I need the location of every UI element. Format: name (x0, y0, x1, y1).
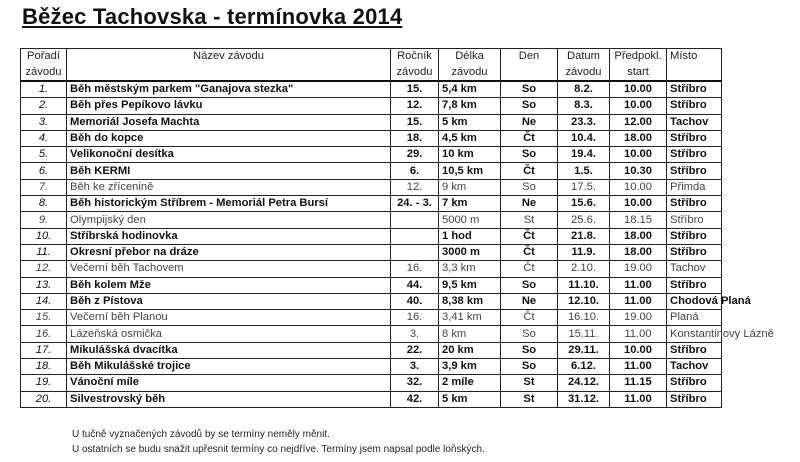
header-datum-2: závodu (558, 65, 610, 82)
note-others-tentative: U ostatních se budu snažit upřesnit termíny co nejdříve. Termíny jsem napsal podle loňských. (72, 444, 485, 455)
cell-den: St (501, 391, 558, 407)
cell-poradi: 7. (21, 179, 67, 195)
cell-nazev: Běh z Pístova (67, 293, 391, 309)
cell-nazev: Stříbrská hodinovka (67, 228, 391, 244)
cell-misto: Tachov (667, 261, 722, 277)
cell-start: 10.30 (610, 163, 667, 179)
cell-rocnik: 16. (391, 310, 439, 326)
cell-misto: Stříbro (667, 98, 722, 114)
cell-start: 11.00 (610, 326, 667, 342)
cell-start: 10.00 (610, 98, 667, 114)
cell-misto: Stříbro (667, 244, 722, 260)
cell-misto: Stříbro (667, 277, 722, 293)
cell-datum: 15.11. (558, 326, 610, 342)
header-rocnik: Ročník (391, 49, 439, 65)
cell-rocnik: 18. (391, 130, 439, 146)
cell-den: So (501, 359, 558, 375)
cell-den: So (501, 98, 558, 114)
cell-poradi: 16. (21, 326, 67, 342)
cell-delka: 3,3 km (439, 261, 501, 277)
cell-nazev: Běh ke zřícenině (67, 179, 391, 195)
page-title: Běžec Tachovska - termínovka 2014 (22, 4, 403, 29)
cell-start: 10.00 (610, 147, 667, 163)
cell-den: Čt (501, 244, 558, 260)
cell-start: 11.00 (610, 277, 667, 293)
cell-den: Ne (501, 293, 558, 309)
cell-misto: Stříbro (667, 228, 722, 244)
table-row (21, 277, 722, 293)
cell-datum: 17.5. (558, 179, 610, 195)
cell-den: So (501, 326, 558, 342)
header-nazev: Název závodu (67, 49, 391, 65)
header-poradi: Pořadí (21, 49, 67, 65)
cell-start: 10.00 (610, 81, 667, 98)
cell-misto: Konstantinovy Lázně (667, 326, 722, 342)
cell-poradi: 8. (21, 196, 67, 212)
cell-datum: 25.6. (558, 212, 610, 228)
header-start-2: start (610, 65, 667, 82)
cell-datum: 29.11. (558, 342, 610, 358)
table-row (21, 244, 722, 260)
note-bold-fixed: U tučně vyznačených závodů by se termíny neměly měnit. (72, 429, 330, 440)
cell-delka: 5 km (439, 114, 501, 130)
cell-nazev: Běh KERMI (67, 163, 391, 179)
cell-delka: 5000 m (439, 212, 501, 228)
cell-datum: 31.12. (558, 391, 610, 407)
cell-poradi: 3. (21, 114, 67, 130)
cell-poradi: 20. (21, 391, 67, 407)
cell-poradi: 4. (21, 130, 67, 146)
cell-delka: 7,8 km (439, 98, 501, 114)
table-row (21, 179, 722, 195)
table-row (21, 196, 722, 212)
cell-rocnik: 32. (391, 375, 439, 391)
cell-datum: 1.5. (558, 163, 610, 179)
cell-den: Čt (501, 163, 558, 179)
cell-poradi: 2. (21, 98, 67, 114)
cell-datum: 15.6. (558, 196, 610, 212)
table-row (21, 342, 722, 358)
cell-den: St (501, 212, 558, 228)
table-row (21, 114, 722, 130)
cell-misto: Planá (667, 310, 722, 326)
cell-den: Ne (501, 196, 558, 212)
cell-rocnik: 16. (391, 261, 439, 277)
header-den: Den (501, 49, 558, 65)
cell-delka: 8 km (439, 326, 501, 342)
cell-misto: Chodová Planá (667, 293, 722, 309)
table-row (21, 147, 722, 163)
table-row (21, 212, 722, 228)
cell-poradi: 11. (21, 244, 67, 260)
cell-rocnik: 42. (391, 391, 439, 407)
table-row (21, 326, 722, 342)
header-den-2 (501, 65, 558, 82)
cell-datum: 11.10. (558, 277, 610, 293)
cell-datum: 21.8. (558, 228, 610, 244)
cell-datum: 8.2. (558, 81, 610, 98)
table-row (21, 261, 722, 277)
header-misto-2 (667, 65, 722, 82)
cell-den: St (501, 375, 558, 391)
cell-nazev: Vánoční míle (67, 375, 391, 391)
cell-misto: Stříbro (667, 163, 722, 179)
cell-rocnik: 29. (391, 147, 439, 163)
cell-rocnik: 12. (391, 98, 439, 114)
cell-nazev: Běh Mikulášské trojice (67, 359, 391, 375)
cell-nazev: Běh kolem Mže (67, 277, 391, 293)
cell-poradi: 15. (21, 310, 67, 326)
cell-datum: 12.10. (558, 293, 610, 309)
cell-delka: 20 km (439, 342, 501, 358)
cell-den: Čt (501, 130, 558, 146)
cell-delka: 2 míle (439, 375, 501, 391)
cell-poradi: 18. (21, 359, 67, 375)
cell-datum: 10.4. (558, 130, 610, 146)
table-row (21, 81, 722, 98)
cell-misto: Přimda (667, 179, 722, 195)
cell-start: 10.00 (610, 196, 667, 212)
cell-misto: Stříbro (667, 81, 722, 98)
cell-nazev: Běh městským parkem "Ganajova stezka" (67, 81, 391, 98)
cell-datum: 6.12. (558, 359, 610, 375)
table-row (21, 163, 722, 179)
header-start: Předpokl. (610, 49, 667, 65)
cell-poradi: 6. (21, 163, 67, 179)
cell-den: So (501, 81, 558, 98)
table-row (21, 293, 722, 309)
cell-delka: 10 km (439, 147, 501, 163)
cell-den: Čt (501, 310, 558, 326)
cell-rocnik: 44. (391, 277, 439, 293)
cell-delka: 9 km (439, 179, 501, 195)
cell-nazev: Večerní běh Tachovem (67, 261, 391, 277)
table-row (21, 359, 722, 375)
cell-delka: 10,5 km (439, 163, 501, 179)
cell-delka: 8,38 km (439, 293, 501, 309)
cell-misto: Tachov (667, 114, 722, 130)
cell-nazev: Běh historickým Stříbrem - Memoriál Petra Bursí (67, 196, 391, 212)
cell-nazev: Silvestrovský běh (67, 391, 391, 407)
cell-delka: 1 hod (439, 228, 501, 244)
cell-misto: Stříbro (667, 375, 722, 391)
table-row (21, 98, 722, 114)
cell-rocnik: 24. - 3. (391, 196, 439, 212)
cell-delka: 4,5 km (439, 130, 501, 146)
cell-nazev: Běh do kopce (67, 130, 391, 146)
cell-nazev: Mikulášská dvacítka (67, 342, 391, 358)
cell-misto: Stříbro (667, 342, 722, 358)
cell-delka: 5 km (439, 391, 501, 407)
cell-nazev: Olympijský den (67, 212, 391, 228)
cell-start: 10.00 (610, 342, 667, 358)
cell-poradi: 17. (21, 342, 67, 358)
cell-poradi: 14. (21, 293, 67, 309)
cell-poradi: 5. (21, 147, 67, 163)
cell-misto: Stříbro (667, 212, 722, 228)
cell-nazev: Memoriál Josefa Machta (67, 114, 391, 130)
cell-datum: 19.4. (558, 147, 610, 163)
cell-delka: 3,9 km (439, 359, 501, 375)
cell-delka: 5,4 km (439, 81, 501, 98)
cell-nazev: Večerní běh Planou (67, 310, 391, 326)
cell-rocnik (391, 244, 439, 260)
cell-rocnik: 22. (391, 342, 439, 358)
cell-datum: 8.3. (558, 98, 610, 114)
header-delka: Délka (439, 49, 501, 65)
cell-misto: Stříbro (667, 147, 722, 163)
cell-rocnik: 15. (391, 114, 439, 130)
cell-misto: Stříbro (667, 391, 722, 407)
table-row (21, 130, 722, 146)
cell-misto: Tachov (667, 359, 722, 375)
table-row (21, 310, 722, 326)
cell-rocnik: 15. (391, 81, 439, 98)
cell-start: 10.00 (610, 179, 667, 195)
header-nazev-2 (67, 65, 391, 82)
cell-start: 11.00 (610, 359, 667, 375)
cell-den: Ne (501, 114, 558, 130)
cell-datum: 2.10. (558, 261, 610, 277)
cell-start: 19.00 (610, 261, 667, 277)
cell-start: 18.15 (610, 212, 667, 228)
cell-rocnik: 3. (391, 326, 439, 342)
cell-poradi: 12. (21, 261, 67, 277)
cell-den: So (501, 147, 558, 163)
cell-start: 19.00 (610, 310, 667, 326)
cell-rocnik: 40. (391, 293, 439, 309)
cell-rocnik: 3. (391, 359, 439, 375)
header-rocnik-2: závodu (391, 65, 439, 82)
cell-start: 11.15 (610, 375, 667, 391)
cell-den: Čt (501, 261, 558, 277)
cell-start: 11.00 (610, 293, 667, 309)
header-poradi-2: závodu (21, 65, 67, 82)
cell-datum: 23.3. (558, 114, 610, 130)
cell-misto: Stříbro (667, 130, 722, 146)
table-row (21, 375, 722, 391)
cell-rocnik (391, 212, 439, 228)
table-row (21, 228, 722, 244)
cell-rocnik: 12. (391, 179, 439, 195)
cell-poradi: 19. (21, 375, 67, 391)
cell-start: 12.00 (610, 114, 667, 130)
cell-delka: 3,41 km (439, 310, 501, 326)
cell-datum: 11.9. (558, 244, 610, 260)
cell-nazev: Okresní přebor na dráze (67, 244, 391, 260)
table-row (21, 391, 722, 407)
cell-delka: 9,5 km (439, 277, 501, 293)
cell-datum: 16.10. (558, 310, 610, 326)
table-header (21, 49, 722, 82)
cell-den: So (501, 179, 558, 195)
cell-poradi: 1. (21, 81, 67, 98)
header-datum: Datum (558, 49, 610, 65)
cell-poradi: 13. (21, 277, 67, 293)
header-delka-2: závodu (439, 65, 501, 82)
cell-start: 18.00 (610, 130, 667, 146)
cell-poradi: 9. (21, 212, 67, 228)
cell-nazev: Běh přes Pepíkovo lávku (67, 98, 391, 114)
cell-den: Čt (501, 228, 558, 244)
cell-den: So (501, 342, 558, 358)
cell-delka: 3000 m (439, 244, 501, 260)
cell-delka: 7 km (439, 196, 501, 212)
cell-misto: Stříbro (667, 196, 722, 212)
cell-nazev: Lázeňská osmička (67, 326, 391, 342)
table-body (21, 81, 774, 407)
cell-start: 18.00 (610, 228, 667, 244)
race-calendar-table (20, 48, 774, 408)
cell-start: 11.00 (610, 391, 667, 407)
cell-nazev: Velikonoční desítka (67, 147, 391, 163)
cell-poradi: 10. (21, 228, 67, 244)
cell-rocnik (391, 228, 439, 244)
cell-start: 18.00 (610, 244, 667, 260)
cell-den: So (501, 277, 558, 293)
header-misto: Místo (667, 49, 722, 65)
cell-datum: 24.12. (558, 375, 610, 391)
cell-rocnik: 6. (391, 163, 439, 179)
